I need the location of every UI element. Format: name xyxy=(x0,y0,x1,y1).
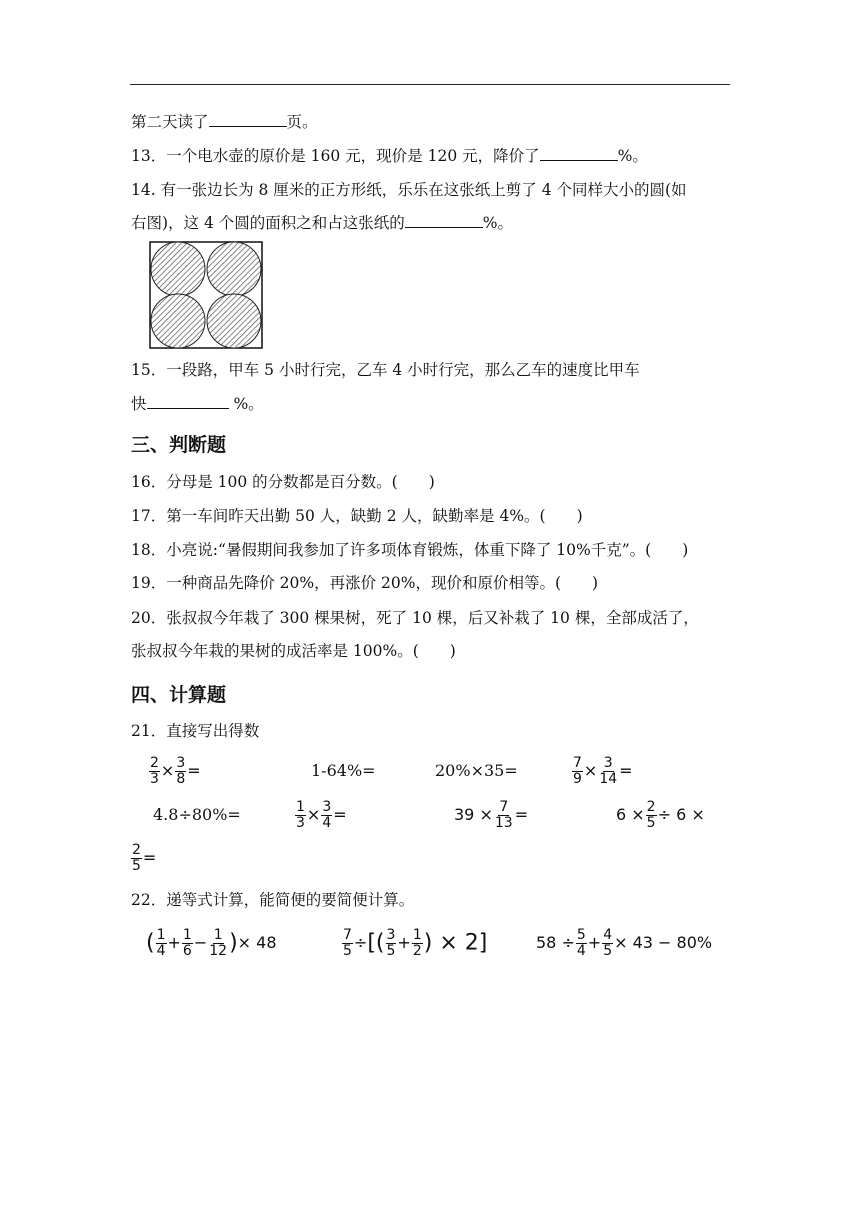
numerator: 3 xyxy=(322,799,332,815)
section-heading-judgement: 三、判断题 xyxy=(131,434,227,456)
denominator: 4 xyxy=(156,943,166,959)
numerator: 3 xyxy=(603,755,613,771)
answer-blank[interactable] xyxy=(147,394,229,409)
numerator: 7 xyxy=(573,755,582,771)
equals-sign: = xyxy=(619,761,633,780)
question-18: 18．小亮说:“暑假期间我参加了许多项体育锻炼，体重下降了 10%千克”。( ) xyxy=(131,541,689,559)
expression-text: 6 × xyxy=(616,805,645,824)
expression-5: 4.8÷80%= xyxy=(153,805,241,824)
denominator: 5 xyxy=(603,943,613,959)
denominator: 2 xyxy=(412,943,422,959)
operator: + xyxy=(397,933,411,952)
question-16: 16．分母是 100 的分数都是百分数。( ) xyxy=(131,473,435,491)
question-text: 快 xyxy=(131,395,147,413)
numerator: 3 xyxy=(386,927,396,943)
equals-sign: = xyxy=(142,848,157,867)
question-20-line-1: 20．张叔叔今年栽了 300 棵果树，死了 10 棵，后又补栽了 10 棵，全部成活了， xyxy=(131,609,699,627)
denominator: 4 xyxy=(576,943,586,959)
numerator: 1 xyxy=(182,927,192,943)
question-13 xyxy=(131,146,648,166)
question-17: 17．第一车间昨天出勤 50 人，缺勤 2 人，缺勤率是 4%。( ) xyxy=(131,507,583,525)
denominator: 3 xyxy=(296,815,305,831)
denominator: 5 xyxy=(132,858,141,874)
denominator: 3 xyxy=(150,771,159,787)
circle-top-right xyxy=(207,242,261,296)
operator: × xyxy=(306,805,321,824)
numerator: 7 xyxy=(499,799,509,815)
denominator: 5 xyxy=(386,943,396,959)
question-text: 右图)，这 4 个圆的面积之和占这张纸的 xyxy=(131,214,405,232)
operator: + xyxy=(587,933,602,952)
equals-sign: = xyxy=(514,805,529,824)
question-text: %。 xyxy=(617,147,648,165)
text: 页。 xyxy=(286,113,318,131)
answer-blank[interactable] xyxy=(540,146,618,161)
numerator: 5 xyxy=(576,927,586,943)
numerator: 7 xyxy=(343,927,352,943)
header-rule xyxy=(130,84,730,85)
expression-3: 20%×35= xyxy=(435,761,518,780)
question-20-line-2: 张叔叔今年栽的果树的成活率是 100%。( ) xyxy=(131,642,456,660)
circle-top-left xyxy=(151,242,205,296)
question-22-title: 22．递等式计算，能简便的要简便计算。 xyxy=(131,891,415,909)
expression-1 xyxy=(148,756,201,787)
expression-8 xyxy=(616,800,705,831)
expression-8-continued xyxy=(130,843,156,874)
question-21-title: 21．直接写出得数 xyxy=(131,722,260,740)
right-bracket: ) × 2] xyxy=(423,930,488,956)
expression-text: × 48 xyxy=(237,933,277,952)
denominator: 5 xyxy=(343,943,352,959)
numerator: 3 xyxy=(176,755,186,771)
answer-blank[interactable] xyxy=(405,213,483,228)
operator: ÷ xyxy=(353,933,368,952)
expression-text: 39 × xyxy=(454,805,493,824)
circle-bottom-right xyxy=(207,294,261,348)
numerator: 1 xyxy=(296,799,305,815)
compound-expression-3 xyxy=(536,928,712,959)
numerator: 1 xyxy=(156,927,166,943)
denominator: 6 xyxy=(182,943,192,959)
question-15-line-2 xyxy=(131,394,264,414)
expression-text: ÷ 6 × xyxy=(657,805,705,824)
compound-expression-2 xyxy=(341,928,487,959)
section-heading-calculation: 四、计算题 xyxy=(131,684,227,706)
equals-sign: = xyxy=(333,805,347,824)
operator: × xyxy=(583,761,598,780)
expression-4 xyxy=(571,756,633,787)
denominator: 13 xyxy=(494,815,513,831)
numerator: 2 xyxy=(132,842,141,858)
expression-2: 1-64%= xyxy=(311,761,376,780)
operator: + xyxy=(167,933,181,952)
denominator: 14 xyxy=(599,771,618,787)
question-12-continuation xyxy=(131,112,318,132)
denominator: 9 xyxy=(573,771,582,787)
expression-7 xyxy=(454,800,528,831)
denominator: 8 xyxy=(176,771,186,787)
question-14-line-2 xyxy=(131,213,513,233)
answer-blank[interactable] xyxy=(209,112,287,127)
left-paren: ( xyxy=(146,930,155,956)
numerator: 4 xyxy=(603,927,613,943)
question-text: 13．一个电水壶的原价是 160 元，现价是 120 元，降价了 xyxy=(131,147,540,165)
operator: − xyxy=(193,933,208,952)
numerator: 2 xyxy=(150,755,159,771)
question-text: %。 xyxy=(228,395,264,413)
numerator: 1 xyxy=(213,927,223,943)
denominator: 4 xyxy=(322,815,332,831)
equals-sign: = xyxy=(187,761,201,780)
question-14-line-1: 14. 有一张边长为 8 厘米的正方形纸，乐乐在这张纸上剪了 4 个同样大小的圆(如 xyxy=(131,181,687,199)
denominator: 12 xyxy=(209,943,228,959)
expression-text: 58 ÷ xyxy=(536,933,575,952)
right-paren: ) xyxy=(229,930,238,956)
circle-bottom-left xyxy=(151,294,205,348)
question-15-line-1: 15．一段路，甲车 5 小时行完，乙车 4 小时行完，那么乙车的速度比甲车 xyxy=(131,361,640,379)
compound-expression-1 xyxy=(146,928,277,959)
left-bracket: [( xyxy=(367,930,385,956)
question-text: %。 xyxy=(482,214,513,232)
numerator: 1 xyxy=(412,927,422,943)
text: 第二天读了 xyxy=(131,113,209,131)
question-19: 19．一种商品先降价 20%，再涨价 20%，现价和原价相等。( ) xyxy=(131,574,599,592)
denominator: 5 xyxy=(646,815,656,831)
numerator: 2 xyxy=(646,799,656,815)
expression-6 xyxy=(294,800,347,831)
operator: × xyxy=(160,761,175,780)
four-circles-figure xyxy=(149,241,263,349)
expression-text: × 43 − 80% xyxy=(614,933,713,952)
